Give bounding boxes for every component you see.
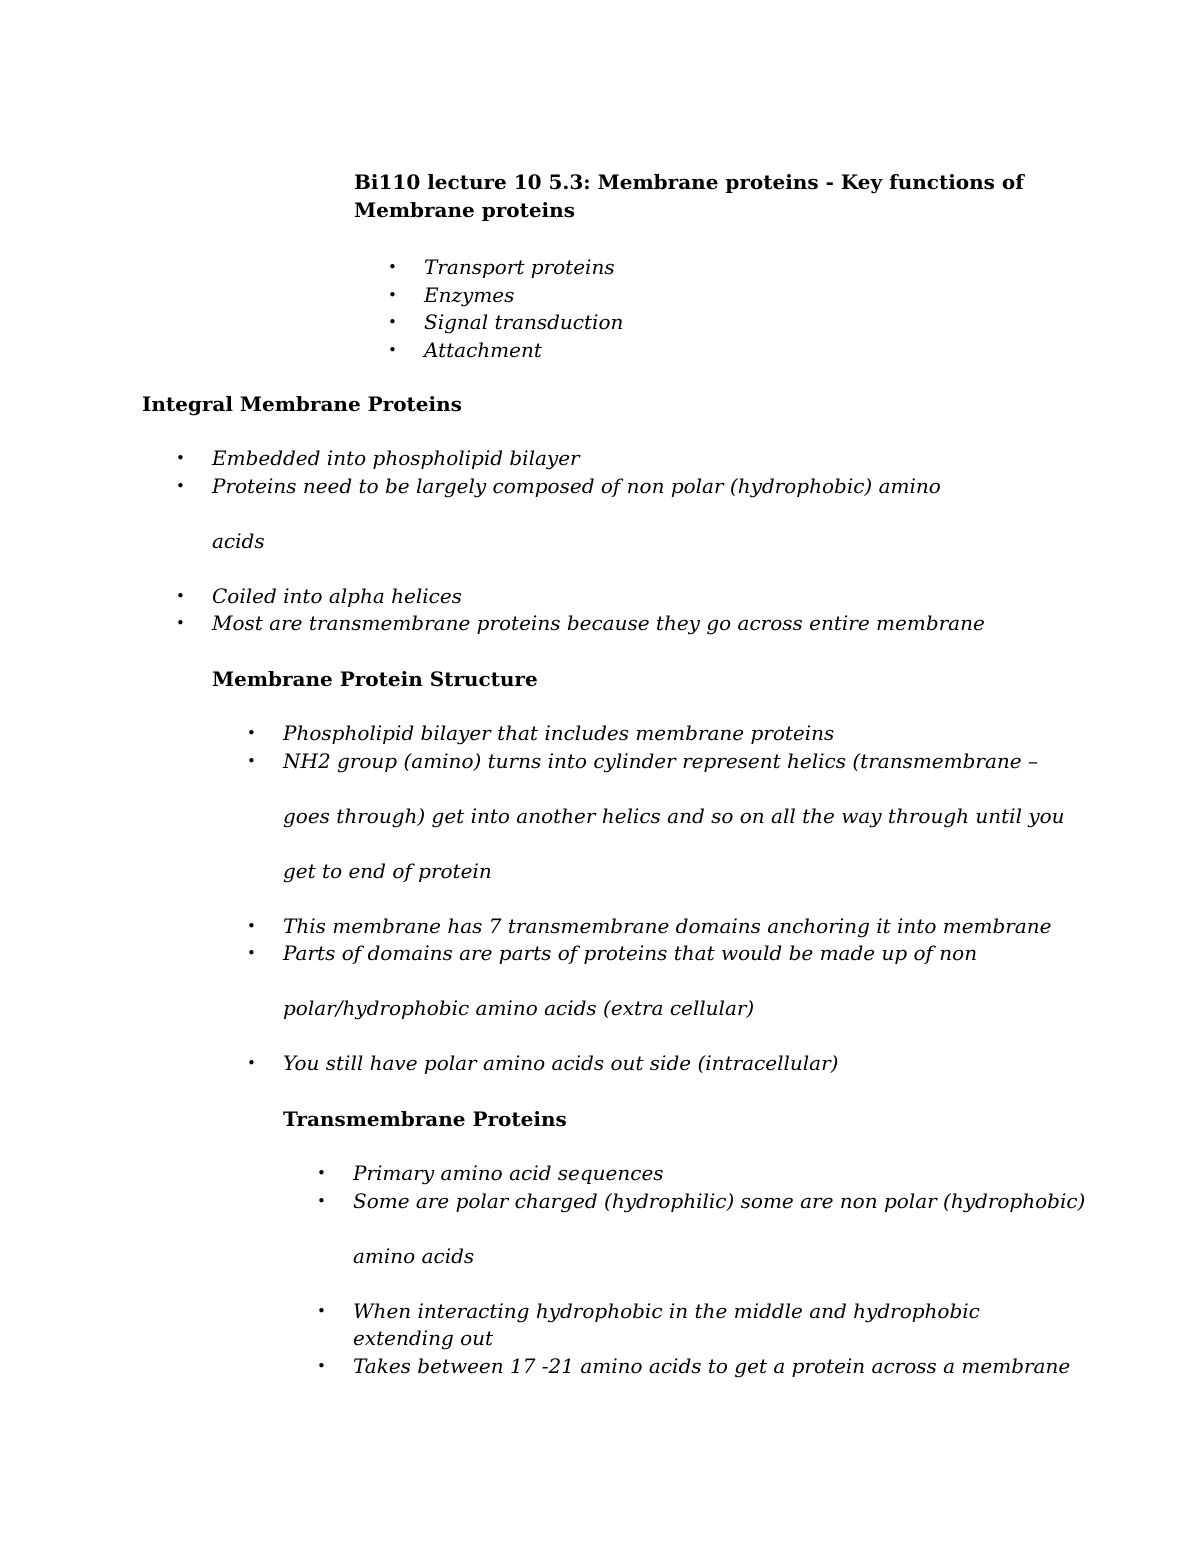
bullet-icon: •	[176, 476, 185, 495]
list-item: • You still have polar amino acids out side (intracellular)	[283, 1050, 1065, 1078]
list-item: • Parts of domains are parts of proteins that would be made up of non polar/hydrophobic amino acids (extra cellular)	[247, 941, 978, 1020]
list-item: • Attachment	[424, 337, 623, 365]
integral-list	[176, 445, 985, 638]
bullet-icon: •	[247, 751, 256, 770]
list-item: • Transport proteins	[424, 254, 623, 282]
structure-list	[247, 720, 1065, 1078]
list-item: • Coiled into alpha helices	[212, 583, 985, 611]
bullet-icon: •	[388, 258, 397, 276]
bullet-icon: •	[317, 1356, 326, 1375]
list-item: • When interacting hydrophobic in the middle and hydrophobic extending out	[317, 1298, 980, 1350]
bullet-icon: •	[247, 1054, 256, 1072]
bullet-icon: •	[176, 586, 185, 605]
bullet-icon: •	[247, 916, 256, 935]
bullet-icon: •	[317, 1191, 326, 1210]
bullet-icon: •	[176, 449, 185, 467]
key-functions-list	[388, 254, 624, 364]
list-item: • This membrane has 7 transmembrane domains anchoring it into membrane	[283, 913, 1065, 941]
list-item: • Some are polar charged (hydrophilic) some are non polar (hydrophobic) amino acids	[317, 1188, 1086, 1268]
list-item: • Embedded into phospholipid bilayer	[212, 445, 985, 473]
bullet-icon: •	[247, 944, 256, 962]
document-title: Bi110 lecture 10 5.3: Membrane proteins - Key functions of Membrane proteins	[354, 170, 1024, 222]
list-item: • Takes between 17 -21 amino acids to get a protein across a membrane	[353, 1353, 1085, 1381]
list-item: • NH2 group (amino) turns into cylinder represent helics (transmembrane – goes through) get into another helics and so on all the way through until you get to end of protein	[247, 748, 1065, 883]
section-heading-integral: Integral Membrane Proteins	[142, 392, 462, 416]
list-item: • Proteins need to be largely composed of non polar (hydrophobic) amino acids	[176, 473, 941, 553]
bullet-icon: •	[388, 340, 397, 359]
bullet-icon: •	[388, 313, 397, 331]
bullet-icon: •	[317, 1301, 326, 1320]
section-heading-transmembrane: Transmembrane Proteins	[283, 1107, 567, 1131]
list-item: • Most are transmembrane proteins because they go across entire membrane	[212, 610, 985, 638]
bullet-icon: •	[176, 614, 185, 632]
bullet-icon: •	[388, 285, 397, 304]
list-item: • Enzymes	[424, 282, 623, 310]
bullet-icon: •	[247, 724, 256, 742]
bullet-icon: •	[317, 1164, 326, 1182]
list-item: • Phospholipid bilayer that includes membrane proteins	[283, 720, 1065, 748]
section-heading-structure: Membrane Protein Structure	[212, 667, 538, 691]
list-item: • Signal transduction	[424, 309, 623, 337]
list-item: • Primary amino acid sequences	[353, 1160, 1085, 1188]
transmembrane-list	[317, 1160, 1086, 1380]
